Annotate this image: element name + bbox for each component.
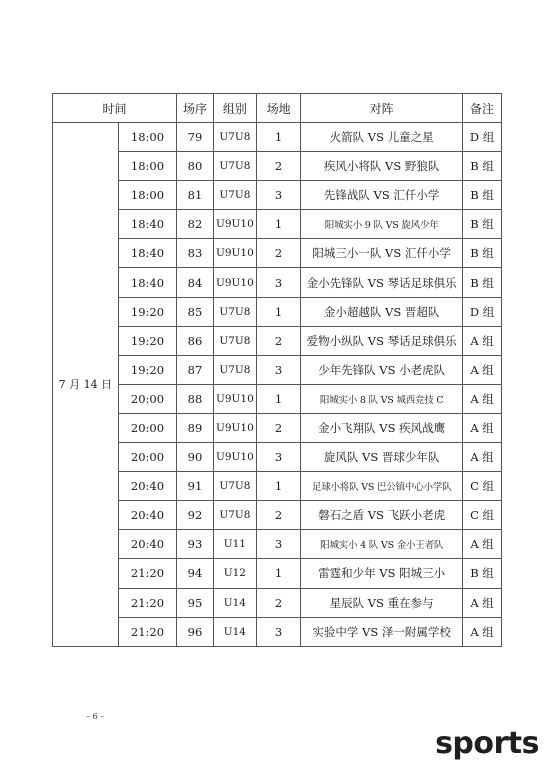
venue-cell: 2 bbox=[256, 152, 300, 181]
table-row bbox=[53, 355, 502, 384]
time-cell: 19:20 bbox=[118, 355, 176, 384]
seq-cell: 82 bbox=[177, 210, 214, 239]
header-venue: 场地 bbox=[256, 94, 300, 123]
venue-cell: 2 bbox=[256, 326, 300, 355]
match-cell: 磐石之盾 VS 飞跃小老虎 bbox=[301, 501, 463, 530]
table-row bbox=[53, 443, 502, 472]
header-note: 备注 bbox=[463, 94, 502, 123]
seq-cell: 86 bbox=[177, 326, 214, 355]
group-cell: U7U8 bbox=[213, 123, 256, 152]
group-cell: U9U10 bbox=[213, 384, 256, 413]
match-cell: 先锋战队 VS 汇仟小学 bbox=[301, 181, 463, 210]
group-cell: U7U8 bbox=[213, 472, 256, 501]
venue-cell: 3 bbox=[256, 443, 300, 472]
note-cell: A 组 bbox=[463, 617, 502, 646]
note-cell: B 组 bbox=[463, 181, 502, 210]
time-cell: 19:20 bbox=[118, 326, 176, 355]
seq-cell: 88 bbox=[177, 384, 214, 413]
match-cell: 实验中学 VS 泽一附属学校 bbox=[301, 617, 463, 646]
match-cell: 疾风小将队 VS 野狼队 bbox=[301, 152, 463, 181]
note-cell: A 组 bbox=[463, 443, 502, 472]
table-row bbox=[53, 181, 502, 210]
note-cell: C 组 bbox=[463, 501, 502, 530]
group-cell: U7U8 bbox=[213, 297, 256, 326]
table-row bbox=[53, 297, 502, 326]
note-cell: D 组 bbox=[463, 297, 502, 326]
note-cell: B 组 bbox=[463, 152, 502, 181]
note-cell: B 组 bbox=[463, 559, 502, 588]
time-cell: 20:40 bbox=[118, 472, 176, 501]
seq-cell: 91 bbox=[177, 472, 214, 501]
group-cell: U14 bbox=[213, 617, 256, 646]
seq-cell: 89 bbox=[177, 413, 214, 442]
group-cell: U9U10 bbox=[213, 210, 256, 239]
time-cell: 21:20 bbox=[118, 559, 176, 588]
seq-cell: 92 bbox=[177, 501, 214, 530]
venue-cell: 2 bbox=[256, 239, 300, 268]
note-cell: C 组 bbox=[463, 472, 502, 501]
header-group: 组别 bbox=[213, 94, 256, 123]
time-cell: 21:20 bbox=[118, 617, 176, 646]
time-cell: 18:00 bbox=[118, 123, 176, 152]
group-cell: U9U10 bbox=[213, 443, 256, 472]
venue-cell: 3 bbox=[256, 355, 300, 384]
venue-cell: 1 bbox=[256, 297, 300, 326]
time-cell: 20:00 bbox=[118, 384, 176, 413]
match-cell: 少年先锋队 VS 小老虎队 bbox=[301, 355, 463, 384]
venue-cell: 1 bbox=[256, 210, 300, 239]
table-row bbox=[53, 617, 502, 646]
date-cell: 7 月 14 日 bbox=[53, 123, 119, 647]
seq-cell: 81 bbox=[177, 181, 214, 210]
table-row bbox=[53, 268, 502, 297]
seq-cell: 94 bbox=[177, 559, 214, 588]
match-cell: 金小超越队 VS 晋超队 bbox=[301, 297, 463, 326]
group-cell: U9U10 bbox=[213, 239, 256, 268]
note-cell: B 组 bbox=[463, 210, 502, 239]
group-cell: U14 bbox=[213, 588, 256, 617]
seq-cell: 85 bbox=[177, 297, 214, 326]
match-cell: 爱物小纵队 VS 琴话足球俱乐 bbox=[301, 326, 463, 355]
venue-cell: 1 bbox=[256, 472, 300, 501]
table-row bbox=[53, 530, 502, 559]
venue-cell: 3 bbox=[256, 268, 300, 297]
seq-cell: 84 bbox=[177, 268, 214, 297]
seq-cell: 79 bbox=[177, 123, 214, 152]
venue-cell: 3 bbox=[256, 530, 300, 559]
time-cell: 18:40 bbox=[118, 268, 176, 297]
time-cell: 21:20 bbox=[118, 588, 176, 617]
match-cell: 火箭队 VS 儿童之星 bbox=[301, 123, 463, 152]
match-cell: 阳城实小 9 队 VS 旋风少年 bbox=[301, 210, 463, 239]
note-cell: A 组 bbox=[463, 384, 502, 413]
table-row bbox=[53, 326, 502, 355]
time-cell: 20:40 bbox=[118, 530, 176, 559]
table-row bbox=[53, 501, 502, 530]
time-cell: 19:20 bbox=[118, 297, 176, 326]
time-cell: 18:40 bbox=[118, 210, 176, 239]
schedule-table bbox=[52, 93, 502, 647]
note-cell: A 组 bbox=[463, 355, 502, 384]
group-cell: U9U10 bbox=[213, 413, 256, 442]
table-row bbox=[53, 384, 502, 413]
match-cell: 阳城实小 4 队 VS 金小王者队 bbox=[301, 530, 463, 559]
match-cell: 金小先锋队 VS 琴话足球俱乐 bbox=[301, 268, 463, 297]
table-row bbox=[53, 413, 502, 442]
header-time: 时间 bbox=[53, 94, 177, 123]
time-cell: 18:00 bbox=[118, 152, 176, 181]
note-cell: A 组 bbox=[463, 530, 502, 559]
group-cell: U12 bbox=[213, 559, 256, 588]
venue-cell: 1 bbox=[256, 123, 300, 152]
seq-cell: 93 bbox=[177, 530, 214, 559]
note-cell: A 组 bbox=[463, 413, 502, 442]
venue-cell: 2 bbox=[256, 413, 300, 442]
seq-cell: 90 bbox=[177, 443, 214, 472]
note-cell: B 组 bbox=[463, 268, 502, 297]
group-cell: U11 bbox=[213, 530, 256, 559]
venue-cell: 1 bbox=[256, 384, 300, 413]
time-cell: 18:00 bbox=[118, 181, 176, 210]
seq-cell: 83 bbox=[177, 239, 214, 268]
note-cell: D 组 bbox=[463, 123, 502, 152]
time-cell: 20:00 bbox=[118, 413, 176, 442]
schedule-body bbox=[53, 123, 502, 647]
header-seq: 场序 bbox=[177, 94, 214, 123]
table-row bbox=[53, 210, 502, 239]
seq-cell: 87 bbox=[177, 355, 214, 384]
header-row bbox=[53, 94, 502, 123]
seq-cell: 96 bbox=[177, 617, 214, 646]
table-row bbox=[53, 239, 502, 268]
table-row bbox=[53, 152, 502, 181]
seq-cell: 95 bbox=[177, 588, 214, 617]
group-cell: U7U8 bbox=[213, 181, 256, 210]
group-cell: U7U8 bbox=[213, 152, 256, 181]
sports-watermark: sports bbox=[435, 726, 539, 761]
time-cell: 18:40 bbox=[118, 239, 176, 268]
match-cell: 足球小将队 VS 巴公镇中心小学队 bbox=[301, 472, 463, 501]
group-cell: U7U8 bbox=[213, 355, 256, 384]
group-cell: U9U10 bbox=[213, 268, 256, 297]
match-cell: 阳城三小一队 VS 汇仟小学 bbox=[301, 239, 463, 268]
page-number: – 6 – bbox=[86, 712, 105, 721]
match-cell: 星辰队 VS 重在参与 bbox=[301, 588, 463, 617]
group-cell: U7U8 bbox=[213, 501, 256, 530]
header-match: 对阵 bbox=[301, 94, 463, 123]
table-row bbox=[53, 472, 502, 501]
venue-cell: 1 bbox=[256, 559, 300, 588]
note-cell: A 组 bbox=[463, 588, 502, 617]
match-cell: 金小飞翔队 VS 疾风战鹰 bbox=[301, 413, 463, 442]
venue-cell: 3 bbox=[256, 617, 300, 646]
match-cell: 旋风队 VS 晋球少年队 bbox=[301, 443, 463, 472]
time-cell: 20:40 bbox=[118, 501, 176, 530]
venue-cell: 2 bbox=[256, 501, 300, 530]
note-cell: B 组 bbox=[463, 239, 502, 268]
note-cell: A 组 bbox=[463, 326, 502, 355]
time-cell: 20:00 bbox=[118, 443, 176, 472]
table-row bbox=[53, 559, 502, 588]
venue-cell: 2 bbox=[256, 588, 300, 617]
table-row bbox=[53, 123, 502, 152]
match-cell: 雷霆和少年 VS 阳城三小 bbox=[301, 559, 463, 588]
table-row bbox=[53, 588, 502, 617]
venue-cell: 3 bbox=[256, 181, 300, 210]
match-cell: 阳城实小 8 队 VS 城西竞技 C bbox=[301, 384, 463, 413]
seq-cell: 80 bbox=[177, 152, 214, 181]
group-cell: U7U8 bbox=[213, 326, 256, 355]
